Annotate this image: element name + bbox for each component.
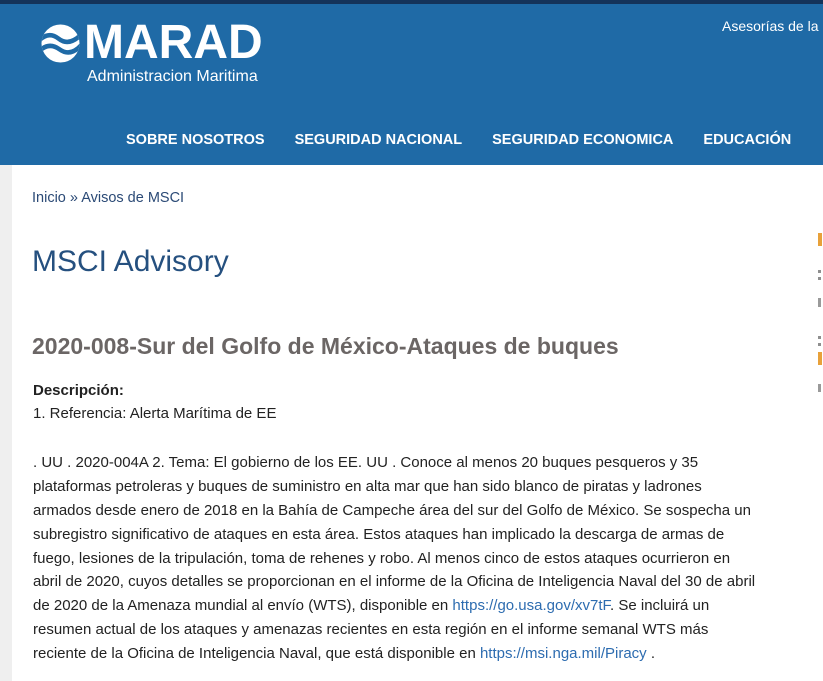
sidebar-fragment bbox=[818, 352, 822, 365]
breadcrumb-current-link[interactable]: Avisos de MSCI bbox=[81, 190, 185, 206]
right-sidebar-edge bbox=[816, 165, 823, 681]
sidebar-fragment bbox=[818, 270, 821, 280]
body-text-segment: . Se incluirá un bbox=[610, 597, 710, 615]
breadcrumb-separator: » bbox=[69, 190, 78, 206]
body-line bbox=[33, 642, 803, 666]
main-content bbox=[12, 165, 823, 681]
body-line: subregistro significativo de ataques en esta área. Estos ataques han implicado la descarga de armas de bbox=[33, 525, 725, 543]
breadcrumb-home-link[interactable]: Inicio bbox=[32, 190, 66, 206]
site-header bbox=[0, 0, 823, 165]
body-line bbox=[33, 594, 803, 618]
nav-item-educacion[interactable]: EDUCACIÓN bbox=[703, 132, 792, 148]
breadcrumb bbox=[32, 188, 184, 208]
body-line: plataformas petroleras y buques de suministro en alta mar que han sido blanco de piratas y ladrones bbox=[33, 477, 702, 495]
body-line: . UU . 2020-004A 2. Tema: El gobierno de los EE. UU . Conoce al menos 20 buques pesqueros y 35 bbox=[33, 454, 699, 471]
msi-piracy-link[interactable]: https://msi.nga.mil/Piracy bbox=[479, 645, 647, 662]
main-navigation bbox=[126, 130, 791, 150]
nav-item-sobre-nosotros[interactable]: SOBRE NOSOTROS bbox=[126, 132, 265, 148]
wts-report-link[interactable]: https://go.usa.gov/xv7tF bbox=[452, 597, 611, 615]
sidebar-fragment bbox=[818, 384, 821, 392]
body-line: fuego, lesiones de la tripulación, toma de rehenes y robo. Al menos cinco de estos ataques ocurrieron en bbox=[33, 549, 731, 567]
marad-wave-logo-icon bbox=[41, 24, 80, 63]
description-label: Descripción: bbox=[33, 382, 124, 399]
sidebar-fragment bbox=[818, 336, 821, 346]
body-line: abril de 2020, cuyos detalles se proporcionan en el informe de la Oficina de Inteligencia Naval del 30 de abril bbox=[33, 573, 756, 591]
top-utility-link[interactable]: Asesorías de la bbox=[722, 18, 819, 34]
body-text-segment: . bbox=[646, 645, 656, 662]
article-title: 2020-008-Sur del Golfo de México-Ataques de buques bbox=[32, 333, 619, 359]
logo-subtitle: Administracion Maritima bbox=[87, 68, 258, 85]
body-text-segment: reciente de la Oficina de Inteligencia Naval, que está disponible en bbox=[33, 645, 480, 662]
body-text-segment: de 2020 de la Amenaza mundial al envío (WTS), disponible en bbox=[33, 597, 453, 615]
page-title: MSCI Advisory bbox=[32, 245, 229, 278]
body-line: resumen actual de los ataques y amenazas recientes en esta región en el informe semanal WTS más bbox=[33, 621, 709, 639]
reference-line: 1. Referencia: Alerta Marítima de EE bbox=[33, 405, 277, 422]
logo-wordmark: MARAD bbox=[84, 16, 263, 69]
nav-item-seguridad-nacional[interactable]: SEGURIDAD NACIONAL bbox=[294, 132, 463, 148]
sidebar-fragment bbox=[818, 233, 822, 246]
body-line: armados desde enero de 2018 en la Bahía de Campeche área del sur del Golfo de México. Se sospecha un bbox=[33, 501, 751, 519]
marad-logo-link[interactable] bbox=[0, 0, 280, 95]
nav-item-seguridad-economica[interactable]: SEGURIDAD ECONOMICA bbox=[492, 132, 674, 148]
sidebar-fragment bbox=[818, 298, 821, 307]
article-body bbox=[33, 451, 803, 666]
